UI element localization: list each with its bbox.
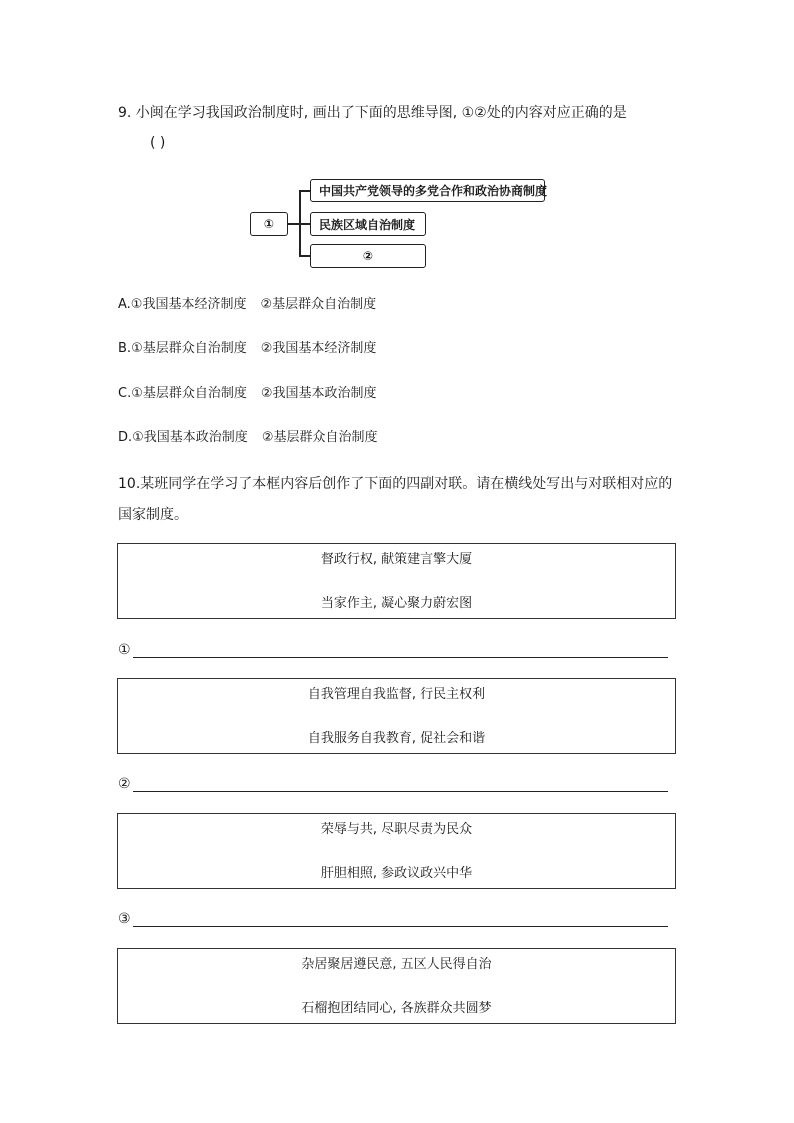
option-letter: D. — [118, 430, 133, 445]
option-part1: ①我国基本经济制度 — [130, 297, 247, 312]
answer-mark: ① — [118, 642, 131, 658]
couplet-lower-line: 自我服务自我教育, 促社会和谐 — [307, 731, 486, 746]
answer-blank-3[interactable] — [118, 909, 668, 931]
q10-stem-line1: 10.某班同学在学习了本框内容后创作了下面的四副对联。请在横线处写出与对联相对应的 — [118, 476, 673, 492]
couplet-box — [117, 678, 676, 754]
q9-stem: 9. 小闽在学习我国政治制度时, 画出了下面的思维导图, ①②处的内容对应正确的是 — [118, 105, 627, 121]
couplet-box — [117, 543, 676, 619]
q9-option-a[interactable] — [118, 296, 376, 314]
q9-option-d[interactable] — [118, 429, 377, 447]
answer-underline[interactable] — [133, 791, 668, 792]
mindmap-connector — [299, 190, 310, 192]
option-part1: ①基层群众自治制度 — [131, 341, 247, 356]
couplet-upper-line: 杂居聚居遵民意, 五区人民得自治 — [301, 957, 492, 972]
couplet-upper-line: 荣辱与共, 尽职尽责为民众 — [320, 822, 473, 837]
couplet-upper-line: 自我管理自我监督, 行民主权利 — [307, 687, 486, 702]
couplet-lower-line: 石榴抱团结同心, 各族群众共圆梦 — [301, 1001, 492, 1016]
option-letter: B. — [118, 341, 132, 356]
option-part1: ①我国基本政治制度 — [132, 430, 248, 445]
couplet-lower-line: 肝胆相照, 参政议政兴中华 — [320, 866, 473, 881]
answer-underline[interactable] — [133, 657, 668, 658]
option-part2: ②我国基本经济制度 — [260, 341, 377, 356]
q9-option-b[interactable] — [118, 340, 376, 358]
q9-option-c[interactable] — [118, 385, 377, 403]
couplet-lower-line: 当家作主, 凝心聚力蔚宏图 — [320, 596, 473, 611]
mindmap-connector — [299, 223, 310, 225]
answer-blank-1[interactable] — [118, 640, 668, 662]
mindmap-branch-blank: ② — [310, 244, 426, 268]
option-part2: ②基层群众自治制度 — [260, 297, 377, 312]
mindmap-branch: 民族区域自治制度 — [310, 212, 426, 236]
option-letter: A. — [118, 297, 131, 312]
couplet-upper-line: 督政行权, 献策建言擎大厦 — [320, 552, 473, 567]
option-part2: ②基层群众自治制度 — [261, 430, 378, 445]
option-part2: ②我国基本政治制度 — [260, 386, 377, 401]
mindmap-connector — [299, 255, 310, 257]
q9-answer-paren: ( ) — [150, 135, 166, 151]
couplet-box — [117, 813, 676, 889]
answer-mark: ② — [118, 776, 131, 792]
q10-stem-line2: 国家制度。 — [118, 507, 188, 523]
couplet-box — [117, 948, 676, 1024]
mindmap-branch: 中国共产党领导的多党合作和政治协商制度 — [310, 179, 545, 202]
answer-mark: ③ — [118, 911, 131, 927]
option-part1: ①基层群众自治制度 — [131, 386, 247, 401]
option-letter: C. — [118, 386, 132, 401]
answer-underline[interactable] — [133, 926, 668, 927]
answer-blank-2[interactable] — [118, 774, 668, 796]
mindmap-root: ① — [250, 212, 288, 236]
